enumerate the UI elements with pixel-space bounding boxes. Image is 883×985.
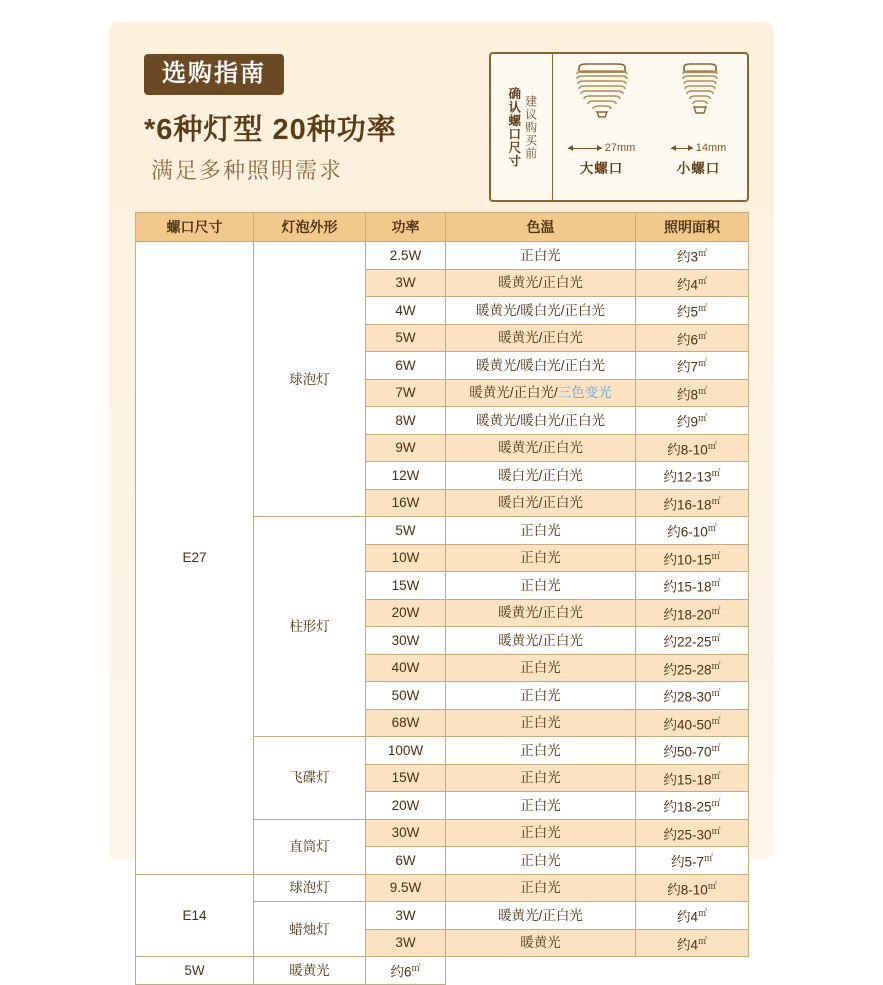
cell-area: 约7㎡ [636,352,749,380]
table-header-row [136,213,749,242]
cell-color-temp: 正白光 [446,517,636,545]
area-unit: ㎡ [711,605,721,616]
dimension-arrow-icon [568,148,602,149]
cell-area: 约50-70㎡ [636,737,749,765]
cell-power: 9W [366,434,446,462]
cell-power: 5W [366,324,446,352]
cell-area: 约10-15㎡ [636,544,749,572]
area-unit: ㎡ [711,798,721,808]
large-socket-bulb-icon [559,62,645,140]
area-unit: ㎡ [698,908,708,918]
cell-power: 50W [366,682,446,710]
area-unit: ㎡ [711,770,721,781]
area-unit: ㎡ [698,330,708,341]
cell-area: 约28-30㎡ [636,682,749,710]
cell-power: 8W [366,407,446,435]
cell-color-temp: 正白光 [446,544,636,572]
cell-power: 7W [366,379,446,407]
col-header-color-temp: 色温 [446,213,636,242]
cell-power: 10W [366,544,446,572]
page-subtitle: 满足多种照明需求 [151,158,344,183]
cell-color-temp: 暖黄光/正白光/三色变光 [446,379,636,407]
col-header-area: 照明面积 [636,213,749,242]
cell-color-temp: 正白光 [446,764,636,792]
cell-bulb-shape: 球泡灯 [254,242,366,517]
cell-color-temp: 正白光 [446,572,636,600]
area-unit: ㎡ [704,853,714,863]
cell-power: 5W [366,517,446,545]
cell-socket-size: E14 [136,874,254,957]
area-unit: ㎡ [707,880,717,891]
cell-power: 68W [366,709,446,737]
cell-bulb-shape: 柱形灯 [254,517,366,737]
area-unit: ㎡ [711,495,721,506]
socket-large [553,54,650,200]
cell-bulb-shape: 球泡灯 [254,874,366,902]
cell-color-temp: 暖黄光 [446,929,636,957]
cell-power: 6W [366,847,446,875]
cell-color-temp: 暖黄光/正白光 [446,324,636,352]
area-unit: ㎡ [711,578,721,588]
cell-bulb-shape: 直筒灯 [254,819,366,874]
cell-area: 约18-25㎡ [636,792,749,820]
cell-color-temp: 正白光 [446,792,636,820]
area-unit: ㎡ [711,550,721,561]
small-socket-label: 小螺口 [676,161,721,176]
cell-power: 3W [366,269,446,297]
cell-color-temp: 正白光 [446,874,636,902]
table-row [136,242,749,270]
cell-power: 9.5W [366,874,446,902]
large-socket-size: 27mm [604,142,636,154]
cell-area: 约16-18㎡ [636,489,749,517]
cell-bulb-shape: 蜡烛灯 [254,902,366,957]
spec-table-wrap [135,212,748,985]
socket-note [491,54,553,200]
area-unit: ㎡ [698,358,708,368]
socket-note-left: 确认螺口尺寸 [506,86,521,168]
cell-power: 2.5W [366,242,446,270]
guide-badge: 选购指南 [144,54,284,95]
large-socket-label: 大螺口 [579,161,624,176]
cell-power: 5W [136,957,254,985]
cell-area: 约5㎡ [636,297,749,325]
large-socket-dimension [568,142,636,154]
cell-color-temp: 暖黄光 [254,957,366,985]
cell-power: 20W [366,792,446,820]
cell-area: 约6㎡ [366,957,446,985]
cell-area: 约15-18㎡ [636,572,749,600]
area-unit: ㎡ [711,688,721,698]
cell-area: 约8㎡ [636,379,749,407]
area-unit: ㎡ [711,715,721,726]
cell-power: 20W [366,599,446,627]
cell-power: 40W [366,654,446,682]
cell-color-temp: 暖黄光/正白光 [446,627,636,655]
area-unit: ㎡ [711,633,721,643]
area-unit: ㎡ [411,963,421,973]
socket-note-right: 建议购买前 [523,94,538,160]
cell-socket-size: E27 [136,242,254,875]
cell-power: 16W [366,489,446,517]
cell-area: 约25-30㎡ [636,819,749,847]
area-unit: ㎡ [698,248,708,258]
area-unit: ㎡ [698,275,708,286]
cell-color-temp: 正白光 [446,709,636,737]
cell-power: 15W [366,764,446,792]
spec-table [135,212,749,985]
cell-power: 4W [366,297,446,325]
cell-color-temp: 暖黄光/正白光 [446,599,636,627]
cell-area: 约18-20㎡ [636,599,749,627]
area-unit: ㎡ [698,303,708,313]
cell-power: 30W [366,627,446,655]
cell-area: 约12-13㎡ [636,462,749,490]
cell-power: 15W [366,572,446,600]
cell-area: 约8-10㎡ [636,434,749,462]
cell-color-temp: 暖黄光/暖白光/正白光 [446,407,636,435]
socket-small [650,54,747,200]
color-temp-highlight: 三色变光 [557,385,612,401]
cell-color-temp: 正白光 [446,737,636,765]
col-header-power: 功率 [366,213,446,242]
cell-power: 30W [366,819,446,847]
area-unit: ㎡ [711,825,721,836]
guide-card [109,22,774,980]
cell-area: 约6-10㎡ [636,517,749,545]
cell-color-temp: 正白光 [446,819,636,847]
table-row [136,874,749,902]
cell-area: 约40-50㎡ [636,709,749,737]
area-unit: ㎡ [707,440,717,451]
cell-color-temp: 暖白光/正白光 [446,462,636,490]
cell-power: 100W [366,737,446,765]
spec-table-head [136,213,749,242]
cell-area: 约8-10㎡ [636,874,749,902]
area-unit: ㎡ [698,935,708,946]
area-unit: ㎡ [711,468,721,478]
cell-bulb-shape: 飞碟灯 [254,737,366,820]
cell-area: 约9㎡ [636,407,749,435]
area-unit: ㎡ [698,413,708,423]
cell-area: 约15-18㎡ [636,764,749,792]
cell-color-temp: 正白光 [446,682,636,710]
cell-color-temp: 暖白光/正白光 [446,489,636,517]
area-unit: ㎡ [707,523,717,533]
cell-area: 约5-7㎡ [636,847,749,875]
cell-color-temp: 正白光 [446,847,636,875]
table-row [136,957,749,985]
cell-color-temp: 正白光 [446,242,636,270]
cell-color-temp: 暖黄光/暖白光/正白光 [446,297,636,325]
card-header [109,22,774,212]
page-title: *6种灯型 20种功率 [144,114,397,146]
spec-table-body [136,242,749,985]
cell-area: 约25-28㎡ [636,654,749,682]
cell-area: 约4㎡ [636,269,749,297]
cell-color-temp: 正白光 [446,654,636,682]
cell-color-temp: 暖黄光/暖白光/正白光 [446,352,636,380]
col-header-shape: 灯泡外形 [254,213,366,242]
cell-area: 约3㎡ [636,242,749,270]
socket-size-illustration [489,52,749,202]
cell-color-temp: 暖黄光/正白光 [446,434,636,462]
cell-color-temp: 暖黄光/正白光 [446,902,636,930]
cell-area: 约6㎡ [636,324,749,352]
small-socket-bulb-icon [664,62,734,140]
cell-area: 约4㎡ [636,929,749,957]
cell-power: 3W [366,929,446,957]
cell-power: 6W [366,352,446,380]
area-unit: ㎡ [698,385,708,396]
cell-color-temp: 暖黄光/正白光 [446,269,636,297]
cell-area: 约4㎡ [636,902,749,930]
area-unit: ㎡ [711,660,721,671]
cell-power: 12W [366,462,446,490]
cell-area: 约22-25㎡ [636,627,749,655]
area-unit: ㎡ [711,743,721,753]
col-header-socket: 螺口尺寸 [136,213,254,242]
cell-power: 3W [366,902,446,930]
dimension-arrow-icon [671,148,693,149]
small-socket-dimension [671,142,727,154]
small-socket-size: 14mm [695,142,727,154]
